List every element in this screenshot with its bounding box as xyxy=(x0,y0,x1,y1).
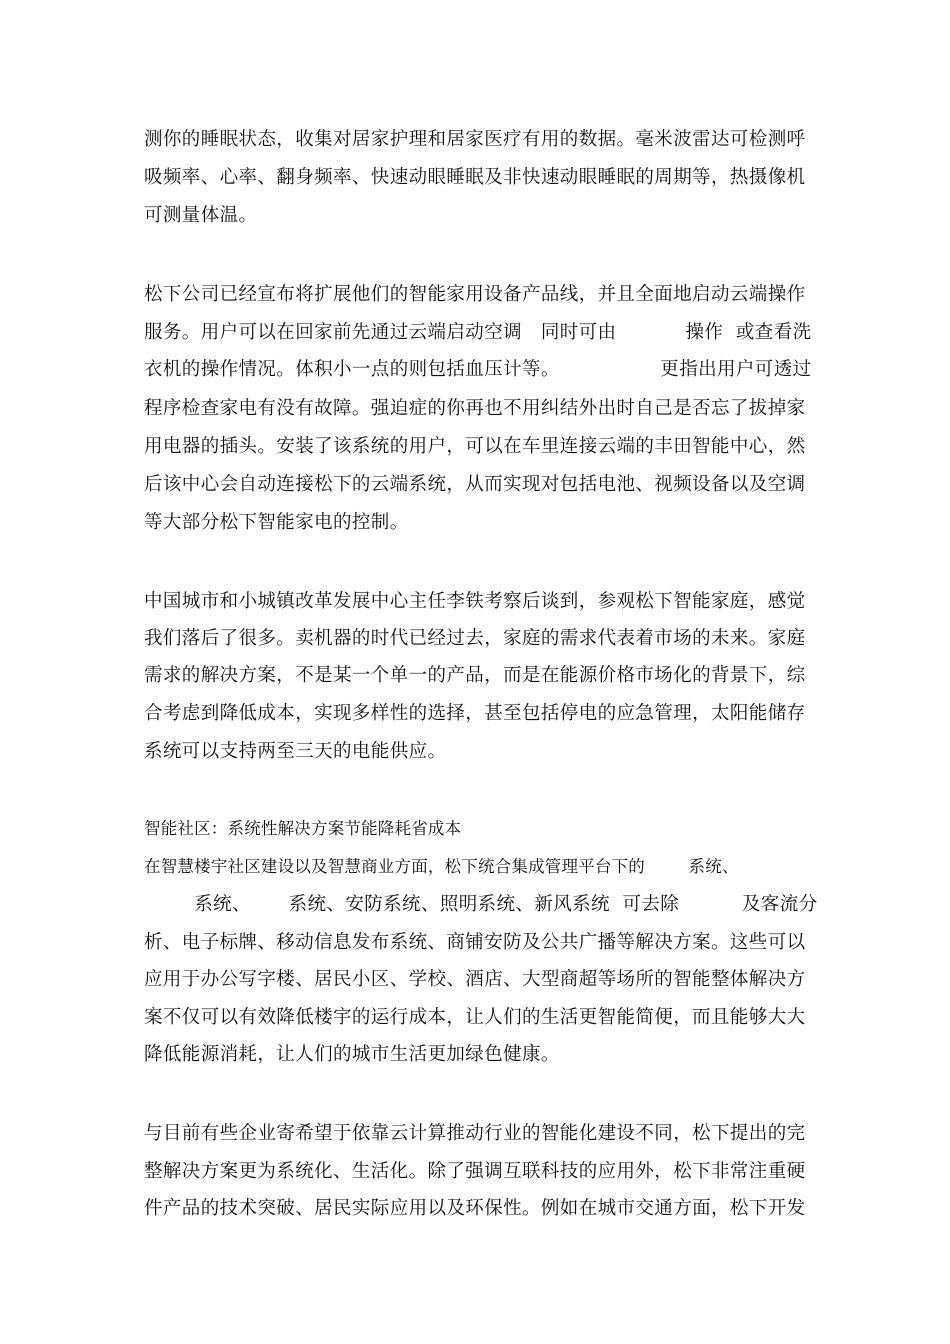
text-line: 件产品的技术突破、居民实际应用以及环保性。例如在城市交通方面，松下开发 xyxy=(144,1198,806,1219)
text-line: 等大部分松下智能家电的控制。 xyxy=(144,512,409,533)
section-heading: 智能社区：系统性解决方案节能降耗省成本 xyxy=(144,819,462,838)
text-line: 合考虑到降低成本，实现多样性的选择，甚至包括停电的应急管理，太阳能储存 xyxy=(144,703,806,724)
text-line: 析、电子标牌、移动信息发布系统、商铺安防及公共广播等解决方案。这些可以 xyxy=(144,932,806,953)
text-line: 系统、 系统、安防系统、照明系统、新风系统 可去除 及客流分 xyxy=(144,894,818,915)
text-line: 案不仅可以有效降低楼宇的运行成本，让人们的生活更智能简便，而且能够大大 xyxy=(144,1007,806,1028)
text-line: 后该中心会自动连接松下的云端系统，从而实现对包括电池、视频设备以及空调 xyxy=(144,474,806,495)
text-line: 整解决方案更为系统化、生活化。除了强调互联科技的应用外，松下非常注重硬 xyxy=(144,1161,806,1182)
text-line: 系统可以支持两至三天的电能供应。 xyxy=(144,741,447,762)
text-line: 降低能源消耗，让人们的城市生活更加绿色健康。 xyxy=(144,1044,560,1065)
text-line: 服务。用户可以在回家前先通过云端启动空调 同时可由 操作 或查看洗 xyxy=(144,322,812,343)
text-line: 应用于办公写字楼、居民小区、学校、酒店、大型商超等场所的智能整体解决方 xyxy=(144,969,806,990)
text-line: 松下公司已经宣布将扩展他们的智能家用设备产品线，并且全面地启动云端操作 xyxy=(144,284,806,305)
text-line: 我们落后了很多。卖机器的时代已经过去，家庭的需求代表着市场的未来。家庭 xyxy=(144,628,806,649)
text-line: 中国城市和小城镇改革发展中心主任李铁考察后谈到，参观松下智能家庭，感觉 xyxy=(144,591,806,612)
text-line: 在智慧楼宇社区建设以及智慧商业方面，松下统合集成管理平台下的 系统、 xyxy=(144,857,739,876)
text-line: 吸频率、心率、翻身频率、快速动眼睡眠及非快速动眼睡眠的周期等，热摄像机 xyxy=(144,167,806,188)
text-line: 用电器的插头。安装了该系统的用户，可以在车里连接云端的丰田智能中心，然 xyxy=(144,436,806,457)
text-line: 可测量体温。 xyxy=(144,205,258,226)
text-line: 与目前有些企业寄希望于依靠云计算推动行业的智能化建设不同，松下提出的完 xyxy=(144,1123,806,1144)
text-line: 衣机的操作情况。体积小一点的则包括血压计等。 更指出用户可透过 xyxy=(144,359,812,380)
text-line: 程序检查家电有没有故障。强迫症的你再也不用纠结外出时自己是否忘了拔掉家 xyxy=(144,398,806,419)
text-line: 需求的解决方案，不是某一个单一的产品，而是在能源价格市场化的背景下，综 xyxy=(144,665,806,686)
text-line: 测你的睡眠状态，收集对居家护理和居家医疗有用的数据。毫米波雷达可检测呼 xyxy=(144,129,806,150)
